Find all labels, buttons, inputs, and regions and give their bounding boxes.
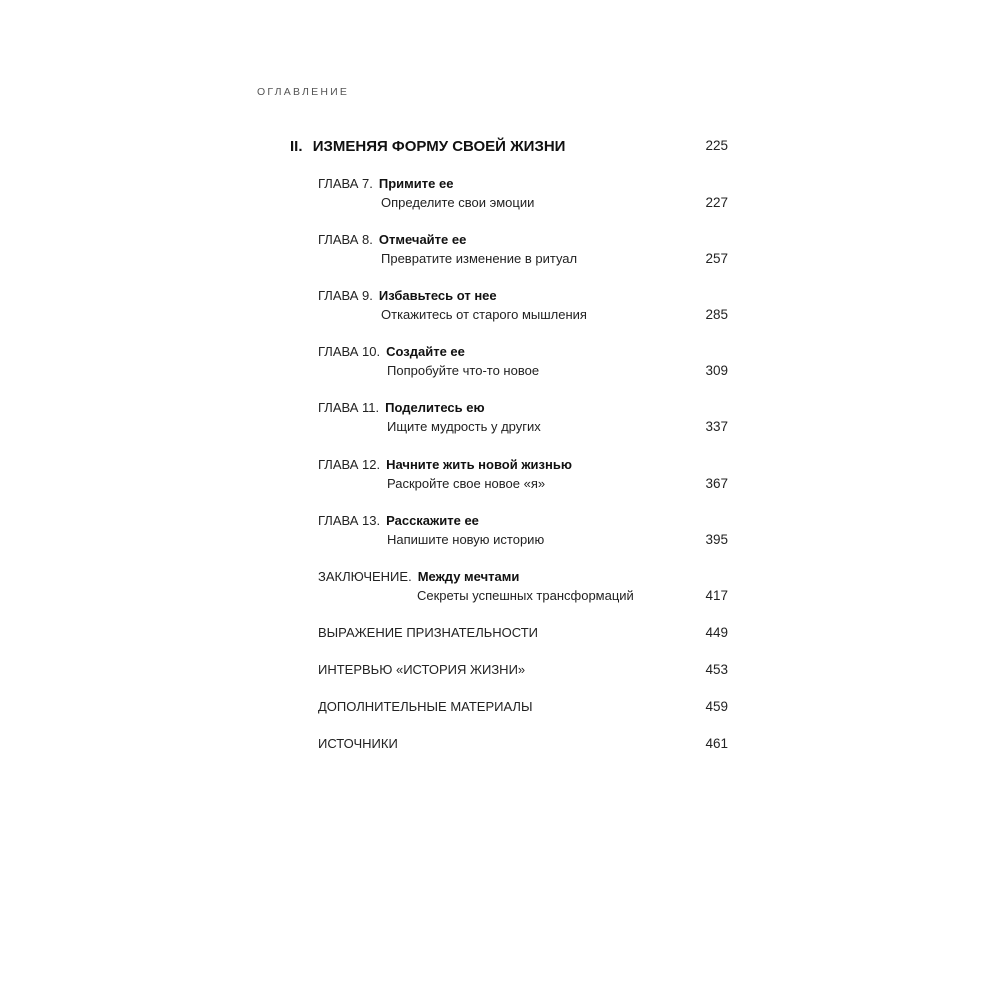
chapter-kind: ГЛАВА 11. bbox=[318, 400, 380, 415]
chapter-kind: ГЛАВА 9. bbox=[318, 288, 373, 303]
chapter-title: Между мечтами bbox=[417, 569, 520, 584]
chapter-subtitle: Напишите новую историю bbox=[387, 532, 545, 547]
part-heading[interactable] bbox=[290, 138, 728, 158]
chapter-title: Поделитесь ею bbox=[385, 400, 485, 415]
chapter-page-number: 257 bbox=[705, 251, 728, 266]
chapter-title: Отмечайте ее bbox=[378, 232, 467, 247]
backmatter-page-number: 459 bbox=[705, 699, 728, 714]
chapter-subtitle: Раскройте свое новое «я» bbox=[387, 476, 546, 491]
backmatter-page-number: 449 bbox=[705, 625, 728, 640]
chapter-kind: ГЛАВА 10. bbox=[318, 344, 381, 359]
chapter-page-number: 337 bbox=[705, 419, 728, 434]
chapter-page-number: 227 bbox=[705, 195, 728, 210]
chapter-title: Примите ее bbox=[378, 176, 454, 191]
chapter-page-number: 367 bbox=[705, 476, 728, 491]
chapter-page-number: 309 bbox=[705, 363, 728, 378]
chapter-kind: ГЛАВА 12. bbox=[318, 457, 381, 472]
toc-chapter-9[interactable] bbox=[318, 288, 728, 328]
toc-chapter-7[interactable] bbox=[318, 176, 728, 216]
chapter-page-number: 285 bbox=[705, 307, 728, 322]
chapter-title: Расскажите ее bbox=[386, 513, 479, 528]
chapter-subtitle: Секреты успешных трансформаций bbox=[417, 588, 634, 603]
toc-chapter-8[interactable] bbox=[318, 232, 728, 272]
chapter-subtitle: Превратите изменение в ритуал bbox=[381, 251, 578, 266]
toc-conclusion[interactable] bbox=[318, 569, 728, 609]
chapter-kind: ЗАКЛЮЧЕНИЕ. bbox=[318, 569, 412, 584]
toc-chapter-10[interactable] bbox=[318, 344, 728, 384]
chapter-subtitle: Откажитесь от старого мышления bbox=[381, 307, 587, 322]
chapter-title: Создайте ее bbox=[386, 344, 465, 359]
part-title: ИЗМЕНЯЯ ФОРМУ СВОЕЙ ЖИЗНИ bbox=[312, 138, 566, 155]
chapter-page-number: 417 bbox=[705, 588, 728, 603]
toc-chapter-12[interactable] bbox=[318, 457, 728, 497]
toc-additional-materials[interactable] bbox=[318, 699, 728, 717]
backmatter-title: ДОПОЛНИТЕЛЬНЫЕ МАТЕРИАЛЫ bbox=[318, 699, 533, 714]
backmatter-title: ВЫРАЖЕНИЕ ПРИЗНАТЕЛЬНОСТИ bbox=[318, 625, 539, 640]
chapter-title: Начните жить новой жизнью bbox=[386, 457, 572, 472]
backmatter-page-number: 453 bbox=[705, 662, 728, 677]
toc-interview[interactable] bbox=[318, 662, 728, 680]
chapter-page-number: 395 bbox=[705, 532, 728, 547]
toc-acknowledgments[interactable] bbox=[318, 625, 728, 643]
chapter-kind: ГЛАВА 7. bbox=[318, 176, 373, 191]
chapter-subtitle: Определите свои эмоции bbox=[381, 195, 535, 210]
running-head: ОГЛАВЛЕНИЕ bbox=[257, 86, 350, 98]
chapter-kind: ГЛАВА 8. bbox=[318, 232, 373, 247]
part-page-number: 225 bbox=[705, 138, 728, 153]
chapter-subtitle: Ищите мудрость у других bbox=[387, 419, 541, 434]
toc-sources[interactable] bbox=[318, 736, 728, 754]
part-number: II. bbox=[290, 138, 303, 155]
chapter-kind: ГЛАВА 13. bbox=[318, 513, 381, 528]
toc-chapter-13[interactable] bbox=[318, 513, 728, 553]
backmatter-page-number: 461 bbox=[705, 736, 728, 751]
toc-chapter-11[interactable] bbox=[318, 400, 728, 440]
chapter-subtitle: Попробуйте что-то новое bbox=[387, 363, 540, 378]
chapter-title: Избавьтесь от нее bbox=[378, 288, 497, 303]
backmatter-title: ИНТЕРВЬЮ «ИСТОРИЯ ЖИЗНИ» bbox=[318, 662, 526, 677]
backmatter-title: ИСТОЧНИКИ bbox=[318, 736, 398, 751]
